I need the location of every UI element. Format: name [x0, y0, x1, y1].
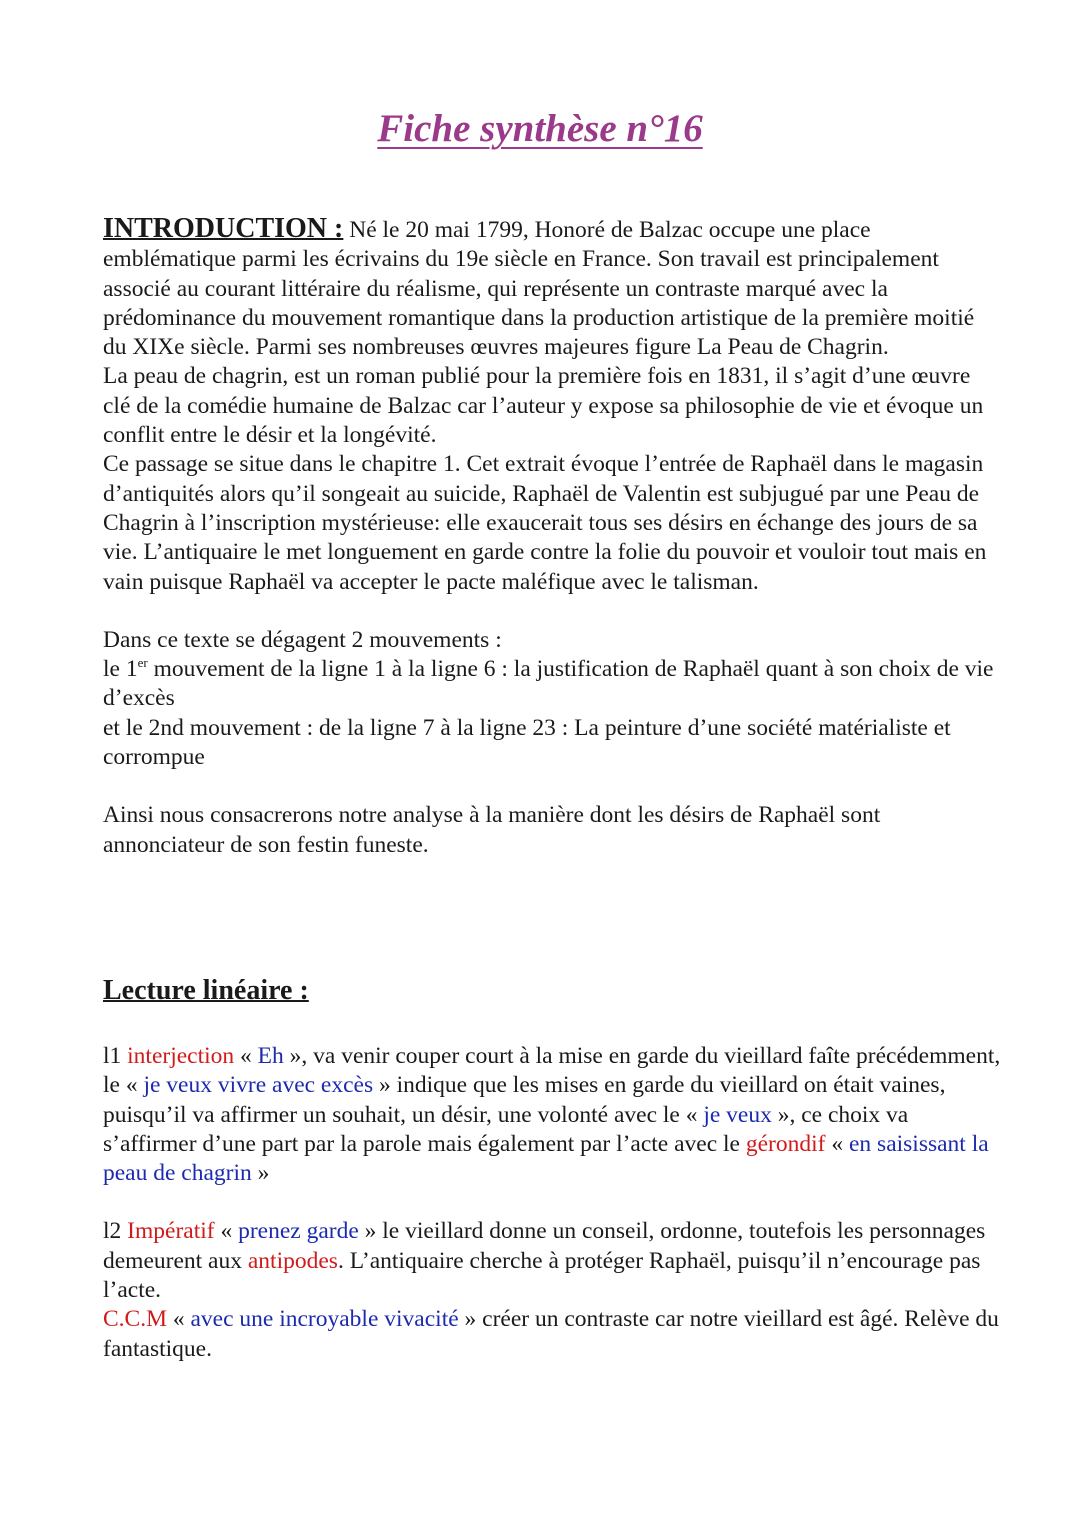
movement-1-prefix: le 1 — [103, 656, 138, 683]
movement-1-sup: er — [137, 655, 148, 671]
l3-quote-vivacite: avec une incroyable vivacité — [190, 1306, 459, 1333]
l1-text: », va venir couper court à la mise en garde du vieillard faîte précédemment, le « — [103, 1043, 1001, 1099]
lecture-section — [103, 1042, 1003, 1364]
l2-term-imperatif: Impératif — [127, 1218, 215, 1245]
l3-text: » créer un contraste car notre vieillard est âgé. Relève du fantastique. — [103, 1306, 999, 1362]
lecture-line-1 — [103, 1042, 1003, 1188]
l2-text: « — [214, 1218, 239, 1245]
movement-1 — [103, 655, 1003, 714]
l1-quote-vivre: je veux vivre avec excès — [143, 1072, 374, 1099]
l1-text: », ce choix va s’affirmer d’une part par la parole mais également par l’acte avec le — [103, 1101, 909, 1157]
l1-quote-je-veux: je veux — [703, 1101, 772, 1128]
l2-quote-prenez-garde: prenez garde — [238, 1218, 359, 1245]
lecture-line-2 — [103, 1217, 1003, 1305]
problematic: Ainsi nous consacrerons notre analyse à la manière dont les désirs de Raphaël sont annonciateur de son festin funeste. — [103, 802, 881, 858]
l1-quote-eh: Eh — [257, 1043, 284, 1069]
l1-text: « — [825, 1130, 849, 1157]
introduction-heading: INTRODUCTION : — [103, 213, 344, 244]
l1-text: « — [234, 1043, 258, 1069]
l2-text: l2 — [103, 1218, 128, 1245]
l1-term-gerondif: gérondif — [745, 1130, 826, 1157]
l2-term-antipodes: antipodes — [247, 1247, 338, 1274]
page-title: Fiche synthèse n°16 — [377, 107, 703, 150]
intro-paragraph-2: La peau de chagrin, est un roman publié pour la première fois en 1831, il s’agit d’une œuvre clé de la comédie humaine de Balzac car l’auteur y expose sa philosophie de vie et évoque un conflit entre le désir et la longévité. — [103, 363, 984, 449]
l1-text: » indique que les mises en garde du vieillard on était vaines, puisqu’il va affirmer un souhait, un désir, une volonté avec le « — [103, 1072, 946, 1128]
l3-text: « — [167, 1306, 191, 1333]
l2-text: . L’antiquaire cherche à protéger Raphaël, puisqu’il n’encourage pas l’acte. — [103, 1247, 981, 1304]
lecture-heading: Lecture linéaire : — [103, 975, 309, 1006]
movement-1-text: mouvement de la ligne 1 à la ligne 6 : la justification de Raphaël quant à son choix de vie d’excès — [103, 656, 994, 712]
l1-quote-saisissant: en saisissant la peau de chagrin — [103, 1130, 989, 1187]
intro-paragraph-3: Ce passage se situe dans le chapitre 1. Cet extrait évoque l’entrée de Raphaël dans le magasin d’antiquités alors qu’il songeait au suicide, Raphaël de Valentin est subjugué par une Peau de Chagrin à l’inscription mystérieuse: elle exaucerait tous ses désirs en échange des jours de sa vie. L’antiquaire le met longuement en garde contre la folie du pouvoir et vouloir tout mais en vain puisque Raphaël va accepter le pacte maléfique avec le talisman. — [103, 451, 987, 595]
intro-text-1: Né le 20 mai 1799, Honoré de Balzac occupe une place emblématique parmi les écrivains du 19e siècle en France. Son travail est principalement associé au courant littéraire du réalisme, qui représente un contraste marqué avec la prédominance du mouvement romantique dans la production artistique de la première moitié du XIXe siècle. Parmi ses nombreuses œuvres majeures figure La Peau de Chagrin. — [103, 217, 975, 361]
l1-text: » — [251, 1160, 270, 1187]
lecture-line-3 — [103, 1305, 1003, 1364]
intro-paragraph-1 — [103, 214, 1003, 362]
l1-term-interjection: interjection — [127, 1043, 235, 1069]
l3-term-ccm: C.C.M — [103, 1306, 167, 1333]
introduction-section — [103, 214, 1003, 860]
movement-2: et le 2nd mouvement : de la ligne 7 à la ligne 23 : La peinture d’une société matérialiste et corrompue — [103, 714, 951, 771]
l2-text: » le vieillard donne un conseil, ordonne, toutefois les personnages demeurent aux — [103, 1218, 986, 1274]
movements-intro: Dans ce texte se dégagent 2 mouvements : — [103, 626, 502, 653]
l1-text: l1 — [103, 1043, 128, 1069]
